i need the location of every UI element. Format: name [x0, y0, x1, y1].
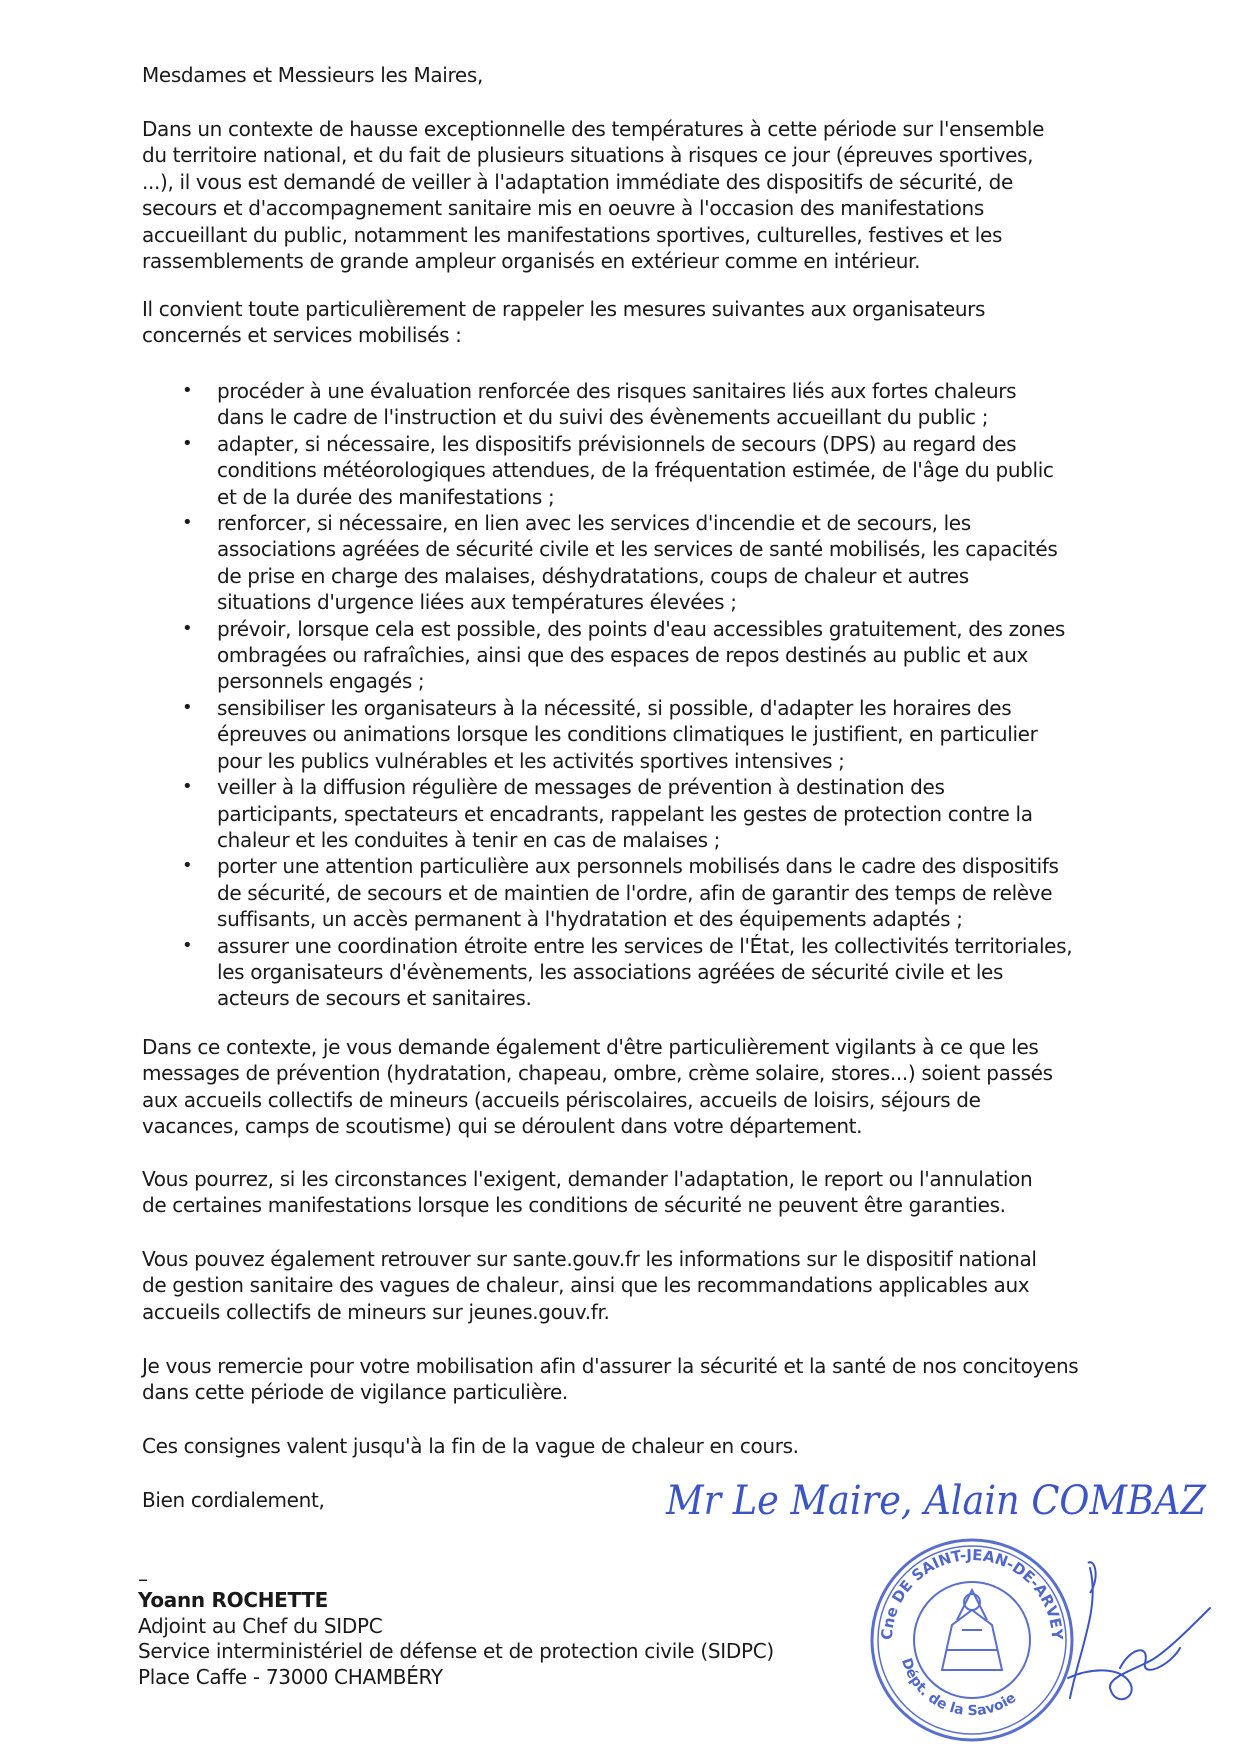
- measures-list: [142, 378, 1092, 1012]
- bullet-icon: •: [182, 512, 193, 534]
- adaptation-paragraph: [142, 1166, 1102, 1219]
- measure-line: participants, spectateurs et encadrants, rappelant les gestes de protection contre la: [217, 801, 1033, 826]
- context-line: messages de prévention (hydratation, chapeau, ombre, crème solaire, stores...) soient passés: [142, 1061, 1053, 1086]
- validity-note: Ces consignes valent jusqu'à la fin de la vague de chaleur en cours.: [142, 1434, 799, 1458]
- bullet-icon: •: [182, 617, 193, 639]
- adaptation-line: de certaines manifestations lorsque les conditions de sécurité ne peuvent être garanties.: [142, 1193, 1006, 1218]
- signatory-name: Yoann ROCHETTE: [138, 1588, 329, 1612]
- measure-line: assurer une coordination étroite entre les services de l'État, les collectivités territoriales,: [217, 933, 1073, 958]
- intro-line: du territoire national, et du fait de plusieurs situations à risques ce jour (épreuves sportives,: [142, 143, 1034, 168]
- info-paragraph: [142, 1246, 1102, 1325]
- intro-line: ...), il vous est demandé de veiller à l'adaptation immédiate des dispositifs de sécurité, de: [142, 169, 1013, 194]
- measure-line: les organisateurs d'évènements, les associations agréées de sécurité civile et les: [217, 959, 1004, 984]
- measure-line: ombragées ou rafraîchies, ainsi que des espaces de repos destinés au public et aux: [217, 643, 1028, 668]
- measure-line: épreuves ou animations lorsque les conditions climatiques le justifient, en particulier: [217, 722, 1038, 747]
- measure-line: sensibiliser les organisateurs à la nécessité, si possible, d'adapter les horaires des: [217, 695, 1012, 720]
- measure-line: adapter, si nécessaire, les dispositifs prévisionnels de secours (DPS) au regard des: [217, 431, 1017, 456]
- measure-item: [142, 510, 1092, 616]
- bullet-icon: •: [182, 696, 193, 718]
- town-hall-stamp: [862, 1530, 1082, 1750]
- measure-item: [142, 695, 1092, 774]
- handwritten-annotation: [660, 1468, 1220, 1528]
- context-line: vacances, camps de scoutisme) qui se déroulent dans votre département.: [142, 1114, 863, 1139]
- adaptation-line: Vous pourrez, si les circonstances l'exigent, demander l'adaptation, le report ou l'annulation: [142, 1167, 1033, 1191]
- handwritten-signature: [1060, 1548, 1220, 1728]
- measure-line: et de la durée des manifestations ;: [217, 484, 555, 509]
- measure-line: procéder à une évaluation renforcée des risques sanitaires liés aux fortes chaleurs: [217, 379, 1017, 403]
- signatory-title: Adjoint au Chef du SIDPC: [138, 1613, 383, 1638]
- bullet-icon: •: [182, 855, 193, 877]
- handwritten-note: Mr Le Maire, Alain COMBAZ: [665, 1478, 1208, 1524]
- measure-item: [142, 378, 1092, 431]
- signatory-service: Service interministériel de défense et de protection civile (SIDPC): [138, 1639, 774, 1663]
- context-line: Dans ce contexte, je vous demande également d'être particulièrement vigilants à ce que les: [142, 1035, 1039, 1059]
- measure-line: de sécurité, de secours et de maintien de l'ordre, afin de garantir des temps de relève: [217, 880, 1053, 905]
- thanks-paragraph: [142, 1353, 1102, 1406]
- measure-line: chaleur et les conduites à tenir en cas de malaises ;: [217, 827, 721, 852]
- measure-line: dans le cadre de l'instruction et du suivi des évènements accueillant du public ;: [217, 405, 989, 430]
- intro-paragraph: [142, 116, 1102, 274]
- measure-line: renforcer, si nécessaire, en lien avec les services d'incendie et de secours, les: [217, 511, 971, 536]
- measure-line: veiller à la diffusion régulière de messages de prévention à destination des: [217, 775, 945, 800]
- measure-item: [142, 616, 1092, 695]
- bullet-icon: •: [182, 934, 193, 956]
- measure-line: de prise en charge des malaises, déshydratations, coups de chaleur et autres: [217, 563, 969, 588]
- bullet-icon: •: [182, 432, 193, 454]
- salutation: Mesdames et Messieurs les Maires,: [142, 63, 483, 87]
- thanks-line: Je vous remercie pour votre mobilisation afin d'assurer la sécurité et la santé de nos concitoyens: [142, 1354, 1079, 1378]
- measure-line: associations agréées de sécurité civile et les services de santé mobilisés, les capacités: [217, 537, 1058, 562]
- measure-item: [142, 853, 1092, 932]
- measure-line: porter une attention particulière aux personnels mobilisés dans le cadre des dispositifs: [217, 854, 1059, 879]
- info-line: accueils collectifs de mineurs sur jeunes.gouv.fr.: [142, 1299, 610, 1324]
- measure-item: [142, 933, 1092, 1012]
- measure-item: [142, 431, 1092, 510]
- stamp-text-bottom: Dépt. de la Savoie: [897, 1656, 1020, 1720]
- info-line: de gestion sanitaire des vagues de chaleur, ainsi que les recommandations applicables aux: [142, 1273, 1030, 1298]
- intro-line: Dans un contexte de hausse exceptionnelle des températures à cette période sur l'ensemble: [142, 117, 1045, 141]
- measure-line: personnels engagés ;: [217, 669, 425, 694]
- measure-line: situations d'urgence liées aux températures élevées ;: [217, 590, 737, 615]
- measures-intro-line: Il convient toute particulièrement de rappeler les mesures suivantes aux organisateurs: [142, 297, 986, 321]
- signatory-address: Place Caffe - 73000 CHAMBÉRY: [138, 1664, 443, 1689]
- context-line: aux accueils collectifs de mineurs (accueils périscolaires, accueils de loisirs, séjours de: [142, 1087, 981, 1112]
- measure-item: [142, 774, 1092, 853]
- stamp-text-top: Cne DE SAINT-JEAN-DE-ARVEY: [877, 1545, 1067, 1641]
- measure-line: pour les publics vulnérables et les activités sportives intensives ;: [217, 748, 845, 773]
- intro-line: secours et d'accompagnement sanitaire mis en oeuvre à l'occasion des manifestations: [142, 196, 984, 221]
- intro-line: accueillant du public, notamment les manifestations sportives, culturelles, festives et les: [142, 222, 1003, 247]
- measures-intro: [142, 296, 1102, 349]
- bullet-icon: •: [182, 380, 193, 401]
- measure-line: conditions météorologiques attendues, de la fréquentation estimée, de l'âge du public: [217, 458, 1054, 483]
- intro-line: rassemblements de grande ampleur organisés en extérieur comme en intérieur.: [142, 249, 921, 274]
- closing: Bien cordialement,: [142, 1488, 325, 1512]
- bullet-icon: •: [182, 776, 193, 798]
- measures-intro-line: concernés et services mobilisés :: [142, 323, 462, 348]
- thanks-line: dans cette période de vigilance particulière.: [142, 1380, 568, 1405]
- measure-line: suffisants, un accès permanent à l'hydratation et des équipements adaptés ;: [217, 907, 963, 932]
- info-line: Vous pouvez également retrouver sur sante.gouv.fr les informations sur le dispositif national: [142, 1247, 1037, 1271]
- context-paragraph: [142, 1034, 1102, 1140]
- signature-dash: –: [138, 1567, 148, 1591]
- signature-block: [138, 1588, 774, 1690]
- measure-line: prévoir, lorsque cela est possible, des points d'eau accessibles gratuitement, des zones: [217, 616, 1065, 641]
- measure-line: acteurs de secours et sanitaires.: [217, 986, 532, 1011]
